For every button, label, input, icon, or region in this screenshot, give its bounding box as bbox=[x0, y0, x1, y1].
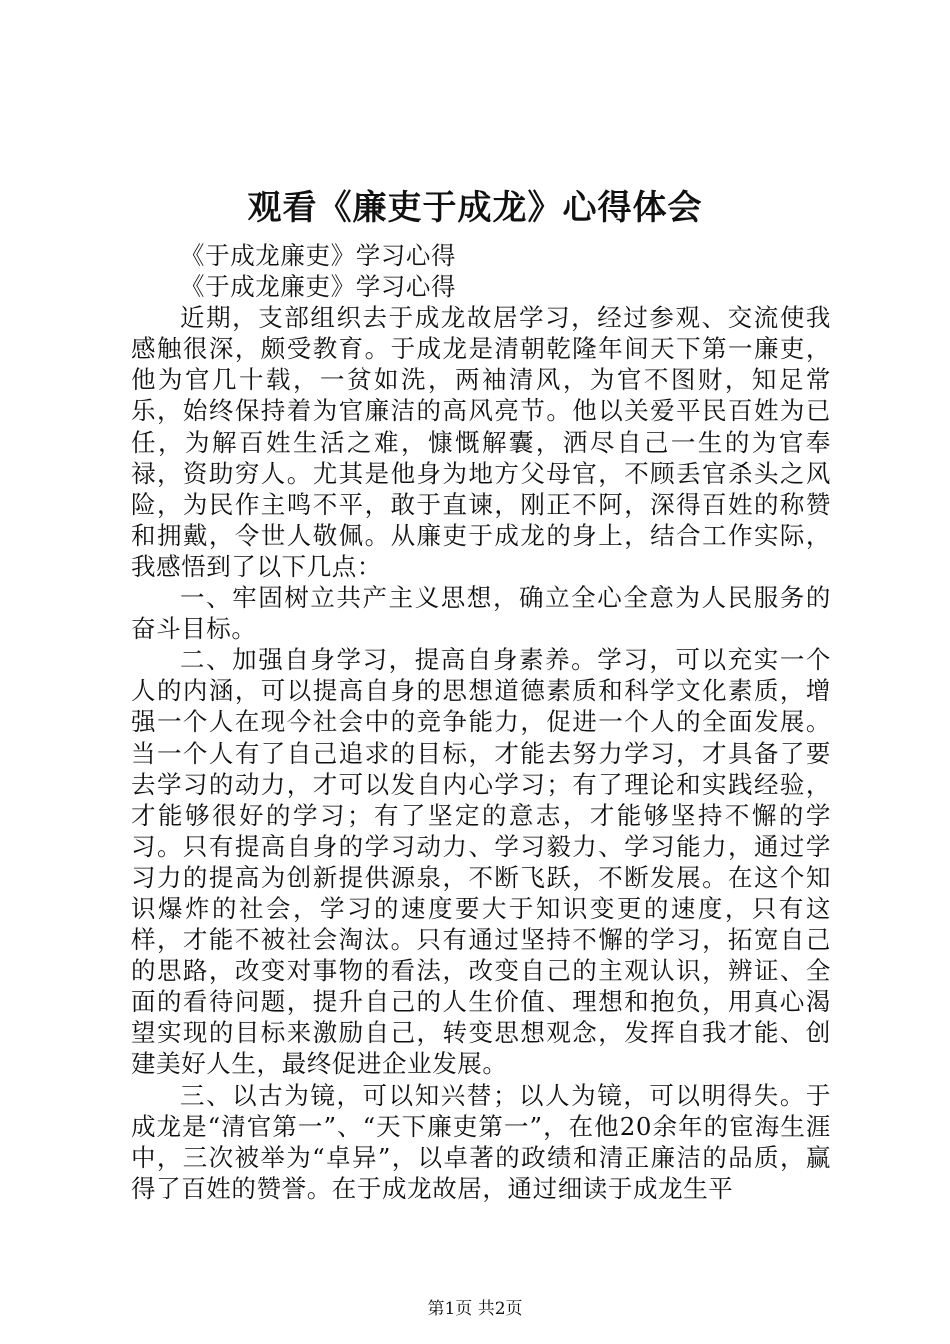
page-footer: 第1页 共2页 bbox=[427, 1299, 523, 1319]
paragraph-point-3: 三、以古为镜，可以知兴替；以人为镜，可以明得失。于成龙是“清官第一”、“天下廉吏第一”，在他20余年的宦海生涯中，三次被举为“卓异”，以卓著的政绩和清正廉洁的品质，赢得了百姓的赞誉。在于成龙故居，通过细读于成龙生平 bbox=[131, 1080, 831, 1203]
document-title: 观看《廉吏于成龙》心得体会 bbox=[247, 188, 703, 228]
paragraph-point-1: 一、牢固树立共产主义思想，确立全心全意为人民服务的奋斗目标。 bbox=[131, 583, 831, 644]
paragraph-intro: 近期，支部组织去于成龙故居学习，经过参观、交流使我感触很深，颇受教育。于成龙是清朝乾隆年间天下第一廉吏，他为官几十载，一贫如洗，两袖清风，为官不图财，知足常乐，始终保持着为官廉洁的高风亮节。他以关爱平民百姓为已任，为解百姓生活之难，慷慨解囊，洒尽自己一生的为官奉禄，资助穷人。尤其是他身为地方父母官，不顾丢官杀头之风险，为民作主鸣不平，敢于直谏，刚正不阿，深得百姓的称赞和拥戴，令世人敬佩。从廉吏于成龙的身上，结合工作实际，我感悟到了以下几点： bbox=[131, 303, 831, 581]
document-body bbox=[131, 240, 831, 1204]
paragraph-point-2: 二、加强自身学习，提高自身素养。学习，可以充实一个人的内涵，可以提高自身的思想道德素质和科学文化素质，增强一个人在现今社会中的竞争能力，促进一个人的全面发展。当一个人有了自己追求的目标，才能去努力学习，才具备了要去学习的动力，才可以发自内心学习；有了理论和实践经验，才能够很好的学习；有了坚定的意志，才能够坚持不懈的学习。只有提高自身的学习动力、学习毅力、学习能力，通过学习力的提高为创新提供源泉，不断飞跃，不断发展。在这个知识爆炸的社会，学习的速度要大于知识变更的速度，只有这样，才能不被社会淘汰。只有通过坚持不懈的学习，拓宽自己的思路，改变对事物的看法，改变自己的主观认识，辨证、全面的看待问题，提升自己的人生价值、理想和抱负，用真心渴望实现的目标来激励自己，转变思想观念，发挥自我才能、创建美好人生，最终促进企业发展。 bbox=[131, 645, 831, 1079]
paragraph-subtitle-2: 《于成龙廉吏》学习心得 bbox=[180, 272, 457, 302]
paragraph-subtitle-1: 《于成龙廉吏》学习心得 bbox=[180, 241, 457, 270]
